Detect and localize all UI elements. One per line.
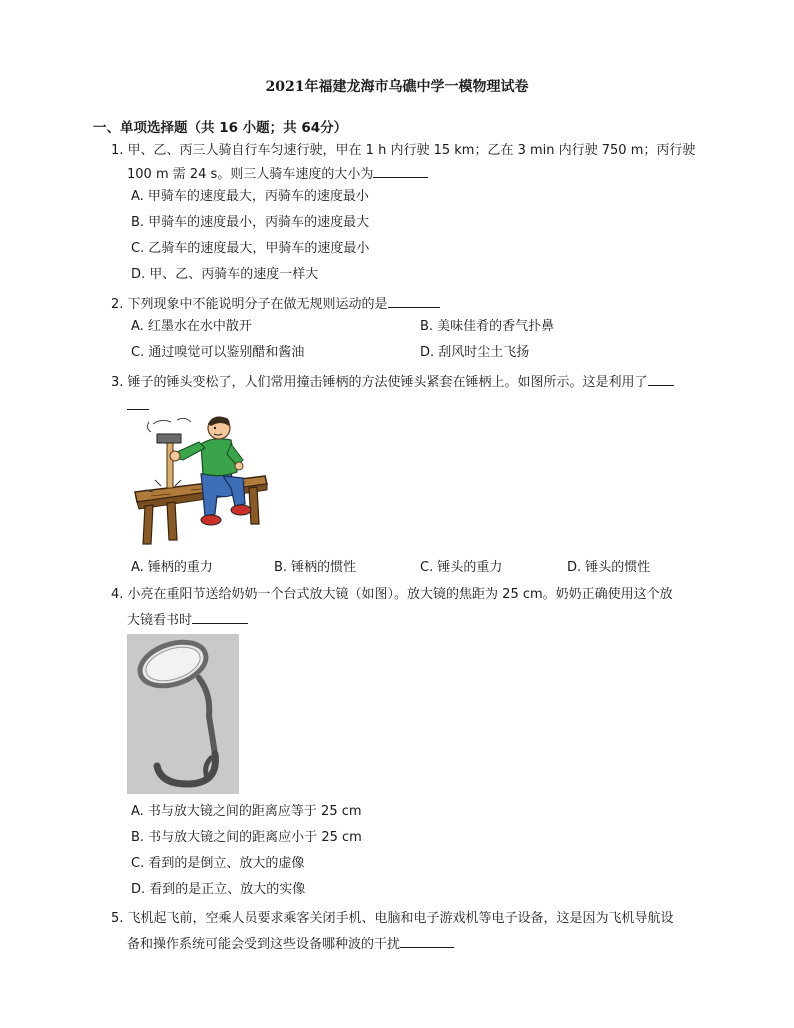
q2-option-a[interactable]: A. 红墨水在水中散开 xyxy=(131,319,252,334)
q1-stem-line1: 1. 甲、乙、丙三人骑自行车匀速行驶，甲在 1 h 内行驶 15 km；乙在 3 min 内行驶 750 m；丙行驶 xyxy=(111,143,696,158)
q3-option-a[interactable]: A. 锤柄的重力 xyxy=(131,560,213,575)
q2-stem-line1 xyxy=(111,294,440,314)
q5-stem-text: 备和操作系统可能会受到这些设备哪种波的干扰 xyxy=(127,937,401,952)
q3-option-d[interactable]: D. 锤头的惯性 xyxy=(567,560,651,575)
section-heading: 一、单项选择题（共 16 小题；共 64分） xyxy=(93,120,348,136)
q3-answer-blank-part1[interactable] xyxy=(648,372,674,386)
q5-stem-line2 xyxy=(127,934,454,954)
q4-stem-text: 大镜看书时 xyxy=(127,613,193,628)
q2-answer-blank[interactable] xyxy=(388,294,440,308)
q2-option-d[interactable]: D. 刮风时尘土飞扬 xyxy=(420,345,530,360)
q3-stem-line2 xyxy=(127,396,149,416)
q3-option-b[interactable]: B. 锤柄的惯性 xyxy=(274,560,357,575)
q4-stem-line1: 4. 小亮在重阳节送给奶奶一个台式放大镜（如图）。放大镜的焦距为 25 cm。奶奶正确使用这个放 xyxy=(111,587,673,602)
q3-stem-line1 xyxy=(111,372,674,392)
q5-answer-blank[interactable] xyxy=(400,934,454,948)
q2-stem-text: 2. 下列现象中不能说明分子在做无规则运动的是 xyxy=(111,297,388,312)
q1-option-b[interactable]: B. 甲骑车的速度最小，丙骑车的速度最大 xyxy=(131,215,370,230)
q5-stem-line1: 5. 飞机起飞前，空乘人员要求乘客关闭手机、电脑和电子游戏机等电子设备，这是因为飞机导航设 xyxy=(111,911,674,926)
q1-option-d[interactable]: D. 甲、乙、丙骑车的速度一样大 xyxy=(131,267,319,282)
q1-stem-text: 100 m 需 24 s。则三人骑车速度的大小为 xyxy=(127,167,374,182)
q1-option-c[interactable]: C. 乙骑车的速度最大，甲骑车的速度最小 xyxy=(131,241,370,256)
q1-answer-blank[interactable] xyxy=(373,164,428,178)
q3-answer-blank-part2[interactable] xyxy=(127,396,149,410)
q4-option-a[interactable]: A. 书与放大镜之间的距离应等于 25 cm xyxy=(131,804,362,819)
q1-stem-line2 xyxy=(127,164,428,184)
q4-stem-line2 xyxy=(127,610,248,630)
q4-option-d[interactable]: D. 看到的是正立、放大的实像 xyxy=(131,882,306,897)
q4-option-c[interactable]: C. 看到的是倒立、放大的虚像 xyxy=(131,856,305,871)
q2-option-c[interactable]: C. 通过嗅觉可以鉴别醋和酱油 xyxy=(131,345,305,360)
q2-option-b[interactable]: B. 美味佳肴的香气扑鼻 xyxy=(420,319,555,334)
hammer-bench-illustration xyxy=(131,414,271,546)
q1-option-a[interactable]: A. 甲骑车的速度最大，丙骑车的速度最小 xyxy=(131,189,369,204)
q4-option-b[interactable]: B. 书与放大镜之间的距离应小于 25 cm xyxy=(131,830,362,845)
q3-stem-text: 3. 锤子的锤头变松了，人们常用撞击锤柄的方法使锤头紧套在锤柄上。如图所示。这是利用了 xyxy=(111,375,648,390)
q4-answer-blank[interactable] xyxy=(192,610,248,624)
magnifier-photo xyxy=(127,634,239,794)
exam-title: 2021年福建龙海市乌礁中学一模物理试卷 xyxy=(265,79,529,95)
q3-option-c[interactable]: C. 锤头的重力 xyxy=(420,560,503,575)
